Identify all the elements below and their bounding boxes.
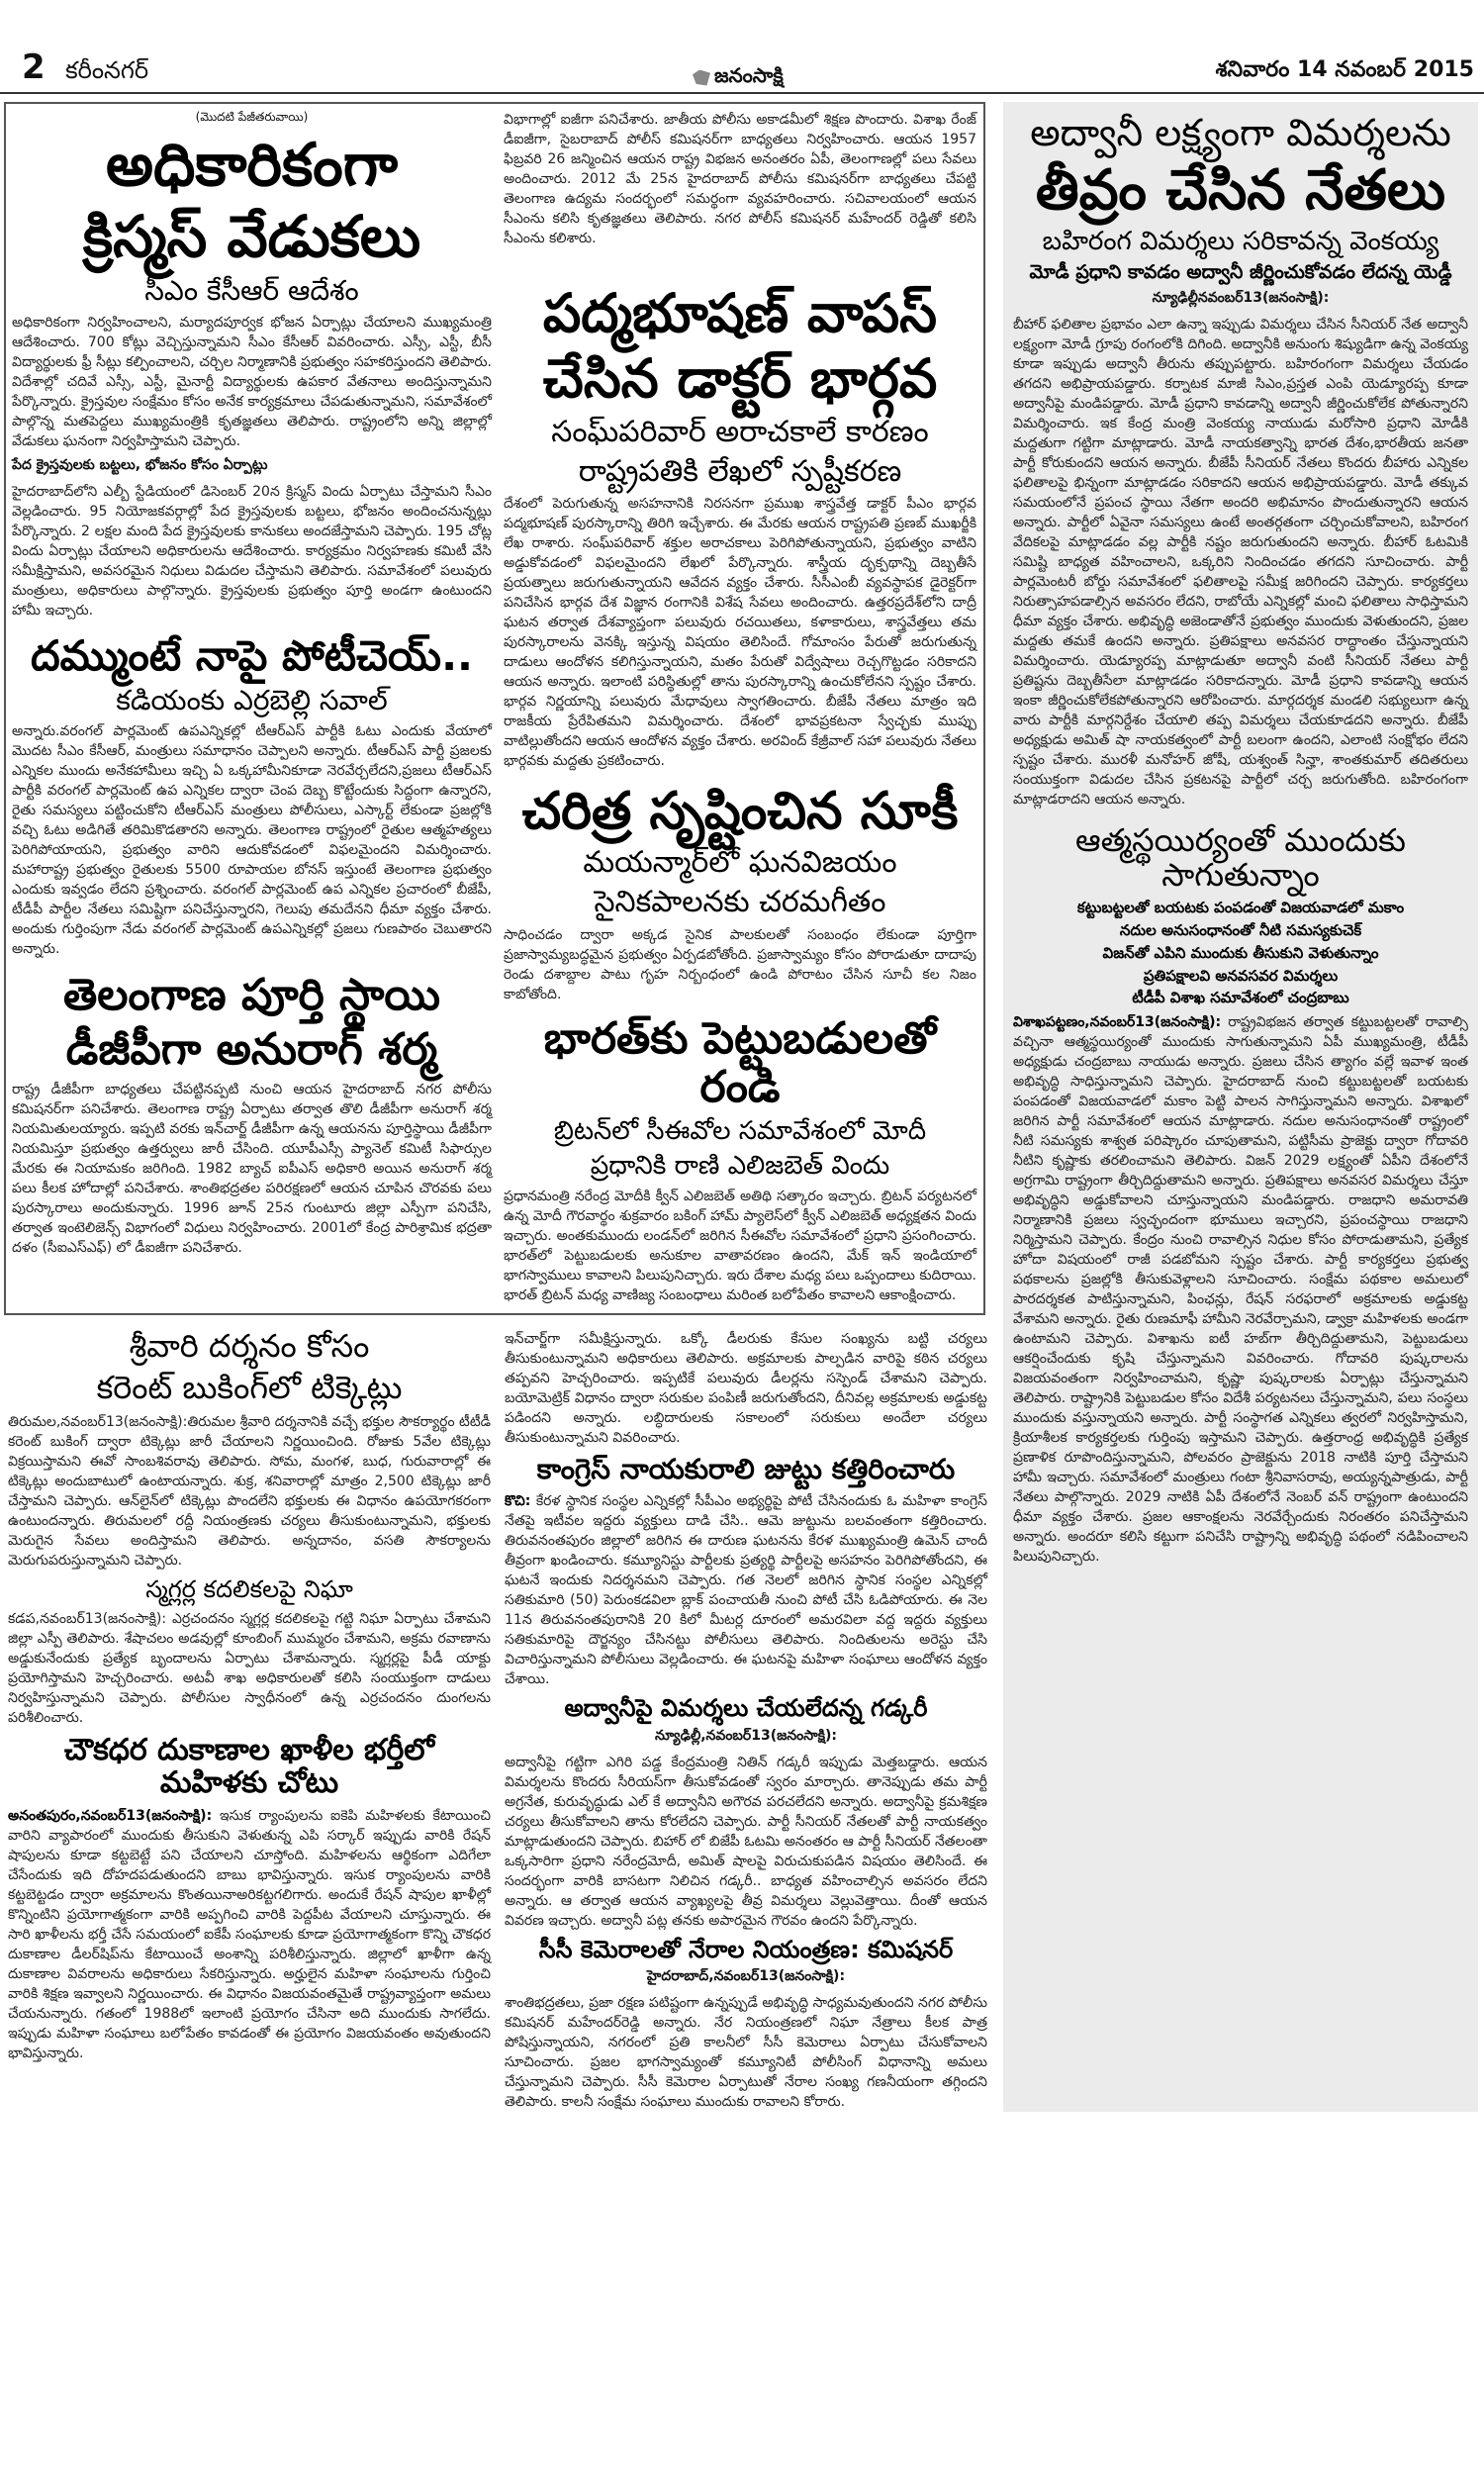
headline-suu-kyi: చరిత్ర సృష్టించిన సూకీ xyxy=(521,782,959,842)
page-number: 2 xyxy=(22,48,46,87)
issue-date: శనివారం 14 నవంబర్ 2015 xyxy=(1215,57,1474,82)
article-body-errabelli: అన్నారు.వరంగల్ పార్లమెంట్ ఉపఎన్నికల్లో టీఆర్ఎస్ పార్టీకి ఓటు ఎందుకు వేయాలో మొదట సీఎం కేసీఆర్, మంత్రులు సమాధానం చెప్పాలని అన్నారు. టీఆర్ఎస్ పార్టీ ప్రజలకు ఎన్నికల ముందు అనేకహామీలు ఇచ్చి ఏ ఒక్కహామీనికూడా నెరవేర్చలేదని,ప్రజలు టీఆర్ఎస్ పార్టీకి వరంగల్ పార్లమెంట్ ఉప ఎన్నికల ద్వారా చెంప దెబ్బ కొట్టేందుకు సిద్ధంగా ఉన్నారని, రైతు సమస్యలు పట్టించుకోని టీఆర్ఎస్ మంత్రులు పోలీసులు, ఎస్కార్ట్ లేకుండా ప్రజల్లోకి వచ్చి ఓటు అడిగితే తరిమికొడతారని అన్నారు. తెలంగాణ రాష్ట్రంలో రైతుల ఆత్మహత్యలు పెరిగిపోయాయని, ప్రభుత్వం వారిని ఆదుకోవడంలో విఫలమైందని విమర్శించారు. మహారాష్ట్ర ప్రభుత్వం రైతులకు 5500 రూపాయల బోనస్ ఇస్తుంటే తెలంగాణ ప్రభుత్వం ఎందుకు ఇవ్వడం లేదని ప్రశ్నించారు. వరంగల్ పార్లమెంట్ ఉప ఎన్నికల ప్రచారంలో బీజేపీ, టీడీపీ పార్టీల నేతలు సమిష్టిగా పనిచేస్తున్నారని, గెలుపు తమదేనని ధీమా వ్యక్తం చేశారు. అందుకు గుర్తింపుగా నేడు వరంగల్ పార్లమెంట్ ఉపఎన్నికల్లో ప్రజలు గుణపాఠం చెబుతారని అన్నారు. xyxy=(12,722,492,957)
dateline-chandrababu: విశాఖపట్టణం,నవంబర్13(జనంసాక్షి): xyxy=(1013,1014,1222,1031)
continuation-note: (మొదటి పేజీతరువాయి) xyxy=(195,110,309,124)
dateline-gadkari: న్యూఢిల్లీ,నవంబర్13(జనంసాక్షి): xyxy=(655,1727,837,1744)
subhead-chandrababu-2: నదుల అనుసంధానంతో నీటి సమస్యకుచెక్ xyxy=(1119,921,1362,940)
subhead-bhargava-1: సంఘ్‌పరివార్ అరాచకాలే కారణం xyxy=(551,414,929,449)
article-body-smugglers: కడప,నవంబర్13(జనంసాక్షి): ఎర్రచందనం స్మగ్లర్ల కదలికలపై గట్టి నిఘా ఏర్పాటు చేశామని జిల్లా ఎస్పీ తెలిపారు. శేషాచలం అడవుల్లో కూంబింగ్ ముమ్మరం చేశామని, అక్రమ రవాణాను అడ్డుకునేందుకు ప్రత్యేక బృందాలను ఏర్పాటు చేశామన్నారు. స్మగ్లర్లపై పీడీ యాక్టు ప్రయోగిస్తామని హెచ్చరించారు. అటవీ శాఖ అధికారులతో కలిసి సంయుక్తంగా దాడులు నిర్వహిస్తున్నామని చెప్పారు. పోలీసుల స్వాధీనంలో ఉన్న ఎర్రచందనం దుంగలను పరిశీలించారు. xyxy=(8,1610,491,1726)
box-left-column xyxy=(12,110,492,1305)
subhead-chandrababu-4: ప్రతిపక్షాలవి అనవసవర విమర్శలు xyxy=(1143,966,1339,985)
headline-advani-1: అద్వానీ లక్ష్యంగా విమర్శలను xyxy=(1030,111,1451,154)
subhead-suu-kyi-1: మయన్మార్‌లో ఘనవిజయం xyxy=(583,845,897,881)
right-column-panel xyxy=(1003,102,1478,2112)
headline-ration: చౌకధర దుకాణాల ఖాళీల భర్తీలో మహిళకు చోటు xyxy=(63,1732,435,1801)
article-body-suu-kyi: సాధించడం ద్వారా అక్కడ సైనిక పాలకులతో సంబంధం లేకుండా పూర్తిగా ప్రజాస్వామ్యబద్ధమైన ప్రభుత్వం ఏర్పడబోతోంది. ప్రజాస్వామ్యం కోసం పోరాడుతూ దాదాపు రెండు దశాబ్దాల పాటు గృహ నిర్బంధంలో ఉండి పోరాటం చేసిన సూచీ కల నిజం కాబోతోంది. xyxy=(504,926,976,1002)
headline-advani-2: తీవ్రం చేసిన నేతలు xyxy=(1035,157,1446,223)
headline-chandrababu: ఆత్మస్థయిర్యంతో ముందుకు సాగుతున్నాం xyxy=(1075,820,1406,895)
headline-christmas-1: అధికారికంగా xyxy=(106,131,398,200)
subhead-bhargava-2: రాష్ట్రపతికి లేఖలో స్పష్టీకరణ xyxy=(578,453,902,489)
bottom-middle-column xyxy=(505,1329,987,2112)
subhead-christmas: సీఎం కేసీఆర్ ఆదేశం xyxy=(144,274,359,308)
telangana-map-icon xyxy=(693,70,710,86)
article-body-ration xyxy=(8,1806,491,2063)
article-text-congress-leader: కేరళ స్థానిక సంస్థల ఎన్నికల్లో సీపీఎం అభ్యర్థిపై పోటీ చేసినందుకు ఓ మహిళా కాంగ్రెస్ నేతపై ఇటీవల ఇద్దరు వ్యక్తులు దాడి చేసి.. ఆమె జుట్టును బలవంతంగా కత్తిరించారు. తిరువనంతపురం జిల్లాలో జరిగిన ఈ దారుణ ఘటనను కేరళ ముఖ్యమంత్రి ఉమెన్ చాందీ తీవ్రంగా ఖండించారు. కమ్యూనిస్టు పార్టీలకు ప్రత్యర్థి పార్టీలపై అసహనం పెరిగిపోతోందని, ఈ ఘటనే ఇందుకు నిదర్శనమని చెప్పారు. గత నెలలో జరిగిన స్థానిక సంస్థల ఎన్నికల్లో సతికుమారి (50) పెరుంకడవిలా బ్లాక్ పంచాయతీ నుంచి పోటీ చేసి ఓడిపోయారు. ఈ నెల 11న తిరువనంతపురానికి 20 కిలో మీటర్ల దూరంలో అమరవిలా వద్ద ఇద్దరు వ్యక్తులు సతికుమారిపై దౌర్జన్యం చేసినట్టు పోలీసులు తెలిపారు. నిందితులను అరెస్టు చేసి విచారిస్తున్నామని పోలీసులు వెల్లడించారు. ఈ ఘటనపై మహిళా సంఘాలు ఆందోళన వ్యక్తం చేశాయి. xyxy=(505,1492,987,1687)
article-body-congress-leader xyxy=(505,1491,987,1689)
headline-bhargava-1: పద్మభూషణ్ వాపస్ xyxy=(542,282,938,344)
page-header xyxy=(0,0,1484,94)
article-body-christmas-2: హైదరాబాద్‌లోని ఎల్బీ స్టేడియంలో డిసెంబర్ 20న క్రిస్మస్ విందు ఏర్పాటు చేస్తామని సీఎం వెల్లడించారు. 95 నియోజకవర్గాల్లో పేద క్రైస్తవులకు బట్టలు, భోజనం అందించనున్నట్లు పేర్కొన్నారు. 2 లక్షల మంది పేద క్రైస్తవులకు కానుకలు అందజేస్తామని చెప్పారు. 195 చోట్ల విందు ఏర్పాట్లు చేయాలని అధికారులను ఆదేశించారు. కార్యక్రమం నిర్వహణకు కమిటీ వేసి సమీక్షిస్తామని, అవసరమైన నిధులు విడుదల చేస్తామని తెలిపారు. సమావేశంలో పలువురు మంత్రులు, అధికారులు పాల్గొన్నారు. క్రైస్తవులకు ప్రభుత్వం పూర్తి అండగా ఉంటుందని హామీ ఇచ్చారు. xyxy=(12,483,492,618)
subhead-chandrababu-3: విజన్‌తో ఎపిని ముందుకు తీసుకుని వెళుతున్నాం xyxy=(1102,943,1379,962)
dateline-advani: న్యూఢిల్లీనవంబర్13(జనంసాక్షి): xyxy=(1152,289,1330,306)
headline-bhargava-2: చేసిన డాక్టర్ భార్గవ xyxy=(542,347,938,411)
article-text-ration: ఇసుక ర్యాంపులను ఐకెపి మహిళలకు కేటాయించి వారిని వ్యాపారంలో ముందుకు తీసుకుని వెళుతున్న ఎపి సర్కార్ ఇప్పుడు వారికి రేషన్ షాపులను కూడా కట్టబెట్టే పని చేయాలని చూస్తోంది. మహిళలను ఆర్థికంగా ఎదిగేలా చేసేందుకు ఇది దోహదపడుతుందని బాబు భావిస్తున్నారు. ఇసుక ర్యాంపులను వారికి కట్టబెట్టడం ద్వారా అక్రమాలను కొంతయినాఅరికట్టగలిగారు. అందుకే రేషన్ షాపుల ఖాళీల్లో కొన్నింటిని ప్రయోగాత్మకంగా వారికి అప్పగించి వారికి పెద్దపీట వేయాలని చూస్తున్నారు. ఈ సారి ఖాళీలను భర్తీ చేసే సమయంలో ఐకేపీ సంఘాలకు కూడా ప్రయోగాత్మకంగా కొన్ని చౌకధర దుకాణాల డీలర్‌షిప్‌ను కేటాయించే అంశాన్ని పరిశీలిస్తున్నారు. జిల్లాలో ఖాళీగా ఉన్న దుకాణాల వివరాలను అధికారులు సేకరిస్తున్నారు. అర్హులైన మహిళా సంఘాలను గుర్తించి వారికి శిక్షణ ఇవ్వాలని నిర్ణయించారు. ఈ విధానం విజయవంతమైతే రాష్ట్రవ్యాప్తంగా అమలు చేయనున్నారు. గతంలో 1988లో ఇలాంటి ప్రయోగం చేసినా అది ముందుకు సాగలేదు. ఇప్పుడు మహిళా సంఘాలు బలోపేతం కావడంతో ఈ ప్రయోగం విజయవంతం అవుతుందని భావిస్తున్నారు. xyxy=(8,1808,491,2062)
subhead-errabelli: కడియంకు ఎర్రబెల్లి సవాల్ xyxy=(116,683,388,716)
top-news-box xyxy=(4,102,985,1315)
bottom-section xyxy=(4,1329,985,2112)
subhead-modi-uk-1: బ్రిటన్‌లో సీఈవోల సమావేశంలో మోదీ xyxy=(553,1116,927,1147)
edition-name: కరీంనగర్ xyxy=(65,56,149,84)
headline-dgp-2: డీజీపీగా అనురాగ్ శర్మ xyxy=(65,1024,438,1076)
article-body-intro: ఇన్‌చార్జ్‌గా సమీక్షిస్తున్నారు. ఒక్కో డీలరుకు కేసుల సంఖ్యను బట్టి చర్యలు తీసుకుంటున్నామని అధికారులు తెలిపారు. అక్రమాలకు పాల్పడిన వారిపై కఠిన చర్యలు తప్పవని హెచ్చరించారు. ఇప్పటికే పలువురు డీలర్లను సస్పెండ్ చేశామని చెప్పారు. బయోమెట్రిక్ విధానం ద్వారా సరుకుల పంపిణీ జరుగుతోందని, దీనివల్ల అక్రమాలకు అడ్డుకట్ట పడిందని అన్నారు. లబ్ధిదారులకు సకాలంలో సరుకులు అందేలా చర్యలు తీసుకుంటున్నామని వివరించారు. xyxy=(505,1331,987,1447)
subhead-advani-1: బహిరంగ విమర్శలు సరికావన్న వెంకయ్య xyxy=(1042,227,1439,257)
masthead-logo xyxy=(693,63,784,92)
headline-tirumala-2: కరెంట్ బుకింగ్‌లో టిక్కెట్లు xyxy=(96,1369,403,1407)
article-body-gadkari: అద్వానీపై గట్టిగా ఎగిరి పడ్డ కేంద్రమంత్రి నితిన్ గడ్కరీ ఇప్పుడు మెత్తబడ్డారు. ఆయన విమర్శలను కొందరు సీరియస్‌గా తీసుకోవడంతో స్వరం మార్చారు. తానెప్పుడు తమ పార్టీ అగ్రనేత, కురువృద్ధుడు ఎల్ కే అద్వానీని అగౌరవ పరచలేదని అన్నారు. అద్వానీపై క్రమశిక్షణ చర్యలు తీసుకోవాలని తాను కోరలేదని చెప్పారు. పార్టీ సీనియర్ నేతలతో పార్టీ నాయకత్వం మాట్లాడుతుందని చెప్పారు. బిహార్ లో బిజేపీ ఓటమి అనంతరం ఆ పార్టీ సీనియర్ నేతలంతా ఒక్కసారిగా ప్రధాని నరేంద్రమోదీ, అమిత్ షాలపై విరుచుకుపడిన విషయం తెలిసిందే. ఈ సందర్భంగా వారికి బాసటగా నిలిచిన గడ్కరీ.. బాధ్యత వహించాల్సిన అవసరం లేదని అన్నారు. ఆ తర్వాత ఆయన వ్యాఖ్యలపై తీవ్ర విమర్శలు వెల్లువెత్తాయి. దీంతో ఆయన వివరణ ఇచ్చారు. అద్వానీ పట్ల తనకు అపారమైన గౌరవం ఉందని పేర్కొన్నారు. xyxy=(505,1754,987,1929)
article-body-christmas-1: అధికారికంగా నిర్వహించాలని, మర్యాదపూర్వక భోజన ఏర్పాట్లు చేయాలని ముఖ్యమంత్రి ఆదేశించారు. 700 కోట్లు వెచ్చిస్తున్నామని సీఎం కేసీఆర్ వివరించారు. ఎస్సీ, ఎస్టీ, బీసీ విద్యార్థులకు ఫ్రీ సీట్లు కల్పించాలని, చర్చిల నిర్మాణానికి ప్రభుత్వం సహకరిస్తుందని తెలిపారు. విదేశాల్లో చదివే ఎస్సీ, ఎస్టీ, మైనార్టీ విద్యార్థులకు ఉపకార వేతనాలు అందిస్తున్నామని పేర్కొన్నారు. క్రైస్తవుల సంక్షేమం కోసం అనేక కార్యక్రమాలు చేపడుతున్నామని, సమావేశంలో పాల్గొన్న మతపెద్దలు ముఖ్యమంత్రికి కృతజ్ఞతలు తెలిపారు. రాష్ట్రంలోని అన్ని జిల్లాల్లో వేడుకలు ఘనంగా నిర్వహిస్తామని చెప్పారు. xyxy=(12,314,492,449)
dateline-congress-leader: కొచి: xyxy=(505,1492,531,1509)
subhead-advani-2: మోడీ ప్రధాని కావడం అద్వానీ జీర్ణించుకోవడం లేదన్న యెడ్డీ xyxy=(1029,261,1452,284)
section-head-christmas: పేద క్రైస్తవులకు బట్టలు, భోజనం కోసం ఏర్పాట్లు xyxy=(12,456,268,473)
article-body-modi-uk: ప్రధానమంత్రి నరేంద్ర మోదీకి క్వీన్ ఎలిజబెత్ అతిథి సత్కారం ఇచ్చారు. బ్రిటన్ పర్యటనలో ఉన్న మోదీ గౌరవార్థం శుక్రవారం బకింగ్ హామ్ ప్యాలెస్‌లో క్వీన్ ఎలిజబెత్ అధ్యక్షతన విందు ఇచ్చారు. అంతకుముందు లండన్‌లో జరిగిన సీఈవోల సమావేశంలో ప్రధాని ప్రసంగించారు. భారత్‌లో పెట్టుబడులకు అనుకూల వాతావరణం ఉందని, మేక్ ఇన్ ఇండియాలో భాగస్వాములు కావాలని పిలుపునిచ్చారు. ఇరు దేశాల మధ్య పలు ఒప్పందాలు కుదిరాయి. భారత్ బ్రిటన్ మధ్య వాణిజ్య సంబంధాలు మరింత బలోపేతం కావాలని ఆకాంక్షించారు. xyxy=(504,1189,976,1304)
dateline-cctv: హైదరాబాద్,నవంబర్13(జనంసాక్షి): xyxy=(646,1968,846,1985)
subhead-chandrababu-1: కట్టుబట్టలతో బయటకు పంపడంతో విజయవాడలో మకాం xyxy=(1076,899,1405,917)
headline-congress-leader: కాంగ్రెస్ నాయకురాలి జుట్టు కత్తిరించారు xyxy=(536,1453,956,1486)
subhead-chandrababu-5: టీడీపీ విశాఖ సమావేశంలో చంద్రబాబు xyxy=(1132,989,1349,1007)
page-folio xyxy=(22,48,148,90)
page-body xyxy=(0,94,1484,2120)
article-body-dgp: రాష్ట్ర డీజీపీగా బాధ్యతలు చేపట్టినప్పటి నుంచి ఆయన హైదరాబాద్ నగర పోలీసు కమిషనర్‌గా పనిచేశారు. తెలంగాణ రాష్ట్ర ఏర్పాటు తర్వాత తొలి డీజీపీగా అనురాగ్ శర్మ నియమితులయ్యారు. ఇప్పటి వరకు ఇన్‌చార్జ్ డీజీపీగా ఉన్న ఆయనను పూర్తిస్థాయి డీజీపీగా నియమిస్తూ ప్రభుత్వం ఉత్తర్వులు జారీ చేసింది. యూపీఎస్సీ ప్యానెల్ కమిటీ సిఫార్సుల మేరకు ఈ నియామకం జరిగింది. 1982 బ్యాచ్ ఐపీఎస్ అధికారి అయిన అనురాగ్ శర్మ పలు కీలక హోదాల్లో పనిచేశారు. శాంతిభద్రతల పరిరక్షణలో ఆయన చూపిన చొరవకు పలు పురస్కారాలు అందుకున్నారు. 1996 జూన్ 25న గుంటూరు జిల్లా ఎస్పీగా పనిచేసి, తర్వాత ఇంటెలిజెన్స్ విభాగంలో విధులు నిర్వహించారు. 2001లో కేంద్ర పారిశ్రామిక భద్రతా దళం (సీఐఎస్ఎఫ్) లో డీఐజీగా పనిచేశారు. xyxy=(12,1082,492,1257)
headline-tirumala-1: శ్రీవారి దర్శనం కోసం xyxy=(129,1327,370,1366)
subhead-modi-uk-2: ప్రధానికి రాణి ఎలిజబెత్ విందు xyxy=(590,1151,890,1182)
headline-dgp-1: తెలంగాణ పూర్తి స్థాయి xyxy=(63,969,440,1020)
headline-errabelli: దమ్ముంటే నాపై పోటీచెయ్.. xyxy=(31,630,473,680)
headline-modi-uk: భారత్‌కు పెట్టుబడులతో రండి xyxy=(543,1012,937,1112)
masthead-title: జనంసాక్షి xyxy=(714,63,784,87)
headline-gadkari: అద్వానీపై విమర్శలు చేయలేదన్న గడ్కరీ xyxy=(564,1693,928,1722)
headline-cctv: సీసీ కెమెరాలతో నేరాల నియంత్రణ: కమిషనర్ xyxy=(538,1935,954,1963)
bottom-left-column xyxy=(8,1329,491,2112)
article-body-cctv: శాంతిభద్రతలు, ప్రజా రక్షణ పటిష్టంగా ఉన్నప్పుడే అభివృద్ధి సాధ్యమవుతుందని నగర పోలీసు కమిషనర్ మహేందర్‌రెడ్డి అన్నారు. నేర నియంత్రణలో నిఘా నేత్రాలు కీలక పాత్ర పోషిస్తున్నాయని, నగరంలో ప్రతి కాలనీలో సీసీ కెమెరాలు ఏర్పాటు చేసుకోవాలని సూచించారు. ప్రజల భాగస్వామ్యంతో కమ్యూనిటీ పోలీసింగ్ విధానాన్ని అమలు చేస్తున్నామని చెప్పారు. సీసీ కెమెరాల ఏర్పాటుతో నేరాల సంఖ్య గణనీయంగా తగ్గిందని తెలిపారు. కాలనీ సంక్షేమ సంఘాలు ముందుకు రావాలని కోరారు. xyxy=(505,1995,987,2111)
article-text-chandrababu: రాష్ట్రవిభజన తర్వాత కట్టుబట్టలతో రావాల్సి వచ్చినా ఆత్మస్థయిర్యంతో ముందుకు సాగుతున్నామని ఏపీ ముఖ్యమంత్రి, టీడీపీ అధ్యక్షుడు చంద్రబాబు నాయుడు అన్నారు. ప్రజలు చేసిన త్యాగం వల్లే ఇవాళ ఇంత అభివృద్ధి సాధిస్తున్నామని చెప్పారు. హైదరాబాద్ నుంచి కట్టుబట్టలతో బయటకు పంపడంతో విజయవాడలో మకాం పెట్టి పాలన సాగిస్తున్నామని అన్నారు. విశాఖలో జరిగిన పార్టీ సమావేశంలో ఆయన మాట్లాడారు. నదుల అనుసంధానంతో రాష్ట్రంలో నీటి సమస్యకు శాశ్వత పరిష్కారం చూపుతామని, పట్టిసీమ ప్రాజెక్టు ద్వారా గోదావరి నీటిని కృష్ణాకు తరలించామని తెలిపారు. విజన్ 2029 లక్ష్యంతో ఏపీని దేశంలోనే అగ్రగామి రాష్ట్రంగా తీర్చిదిద్దుతామని అన్నారు. ప్రతిపక్షాలు అనవసర విమర్శలు చేస్తూ అభివృద్ధిని అడ్డుకోవాలని చూస్తున్నాయని మండిపడ్డారు. రాజధాని అమరావతి నిర్మాణానికి ప్రజలు స్వచ్ఛందంగా భూములు ఇచ్చారని, ప్రపంచస్థాయి రాజధాని నిర్మిస్తామని చెప్పారు. కేంద్రం నుంచి రావాల్సిన నిధుల కోసం పోరాడుతామని, ప్రత్యేక హోదా విషయంలో రాజీ పడబోమని స్పష్టం చేశారు. పార్టీ కార్యకర్తలు ప్రభుత్వ పథకాలను ప్రజల్లోకి తీసుకువెళ్లాలని సూచించారు. సంక్షేమ పథకాల అమలులో పారదర్శకత పాటిస్తున్నామని, పింఛన్లు, రేషన్ సరఫరాలో అక్రమాలకు అడ్డుకట్ట వేశామని అన్నారు. రైతు రుణమాఫీ హామీని నెరవేర్చామని, డ్వాక్రా మహిళలకు అండగా ఉంటామని చెప్పారు. విశాఖను ఐటీ హబ్‌గా తీర్చిదిద్దుతామని, పెట్టుబడులు ఆకర్షించేందుకు కృషి చేస్తున్నామని వివరించారు. గోదావరి పుష్కరాలను విజయవంతంగా నిర్వహించామని, కృష్ణా పుష్కరాలకు ఏర్పాట్లు చేస్తున్నామని తెలిపారు. రాష్ట్రానికి పెట్టుబడుల కోసం విదేశీ పర్యటనలు చేస్తున్నామని, పలు సంస్థలు ముందుకు వస్తున్నాయని అన్నారు. పార్టీ సంస్థాగత ఎన్నికలు త్వరలో నిర్వహిస్తామని, క్రియాశీలక కార్యకర్తలకు గుర్తింపు ఇస్తామని చెప్పారు. ఉత్తరాంధ్ర అభివృద్ధికి ప్రత్యేక ప్రణాళిక రూపొందిస్తున్నామని, పోలవరం ప్రాజెక్టును 2018 నాటికి పూర్తి చేస్తామని హామీ ఇచ్చారు. సమావేశంలో మంత్రులు గంటా శ్రీనివాసరావు, అయ్యన్నపాత్రుడు, పార్టీ నేతలు పాల్గొన్నారు. 2029 నాటికి ఏపీ దేశంలోనే నెంబర్ వన్ రాష్ట్రంగా ఉంటుందని ధీమా వ్యక్తం చేశారు. ప్రజల ఆకాంక్షలను నెరవేర్చేందుకు నిరంతరం పనిచేస్తామని అన్నారు. అందరూ కలిసి కట్టుగా పనిచేసి రాష్ట్రాన్ని అభివృద్ధి పథంలో నడిపించాలని పిలుపునిచ్చారు. xyxy=(1013,1014,1468,1566)
subhead-suu-kyi-2: సైనికపాలనకు చరమగీతం xyxy=(594,884,886,919)
article-body-bhargava: దేశంలో పెరుగుతున్న అసహనానికి నిరసనగా ప్రముఖ శాస్త్రవేత్త డాక్టర్ పీఎం భార్గవ పద్మభూషణ్ పురస్కారాన్ని తిరిగి ఇచ్చేశారు. ఈ మేరకు ఆయన రాష్ట్రపతి ప్రణబ్ ముఖర్జీకి లేఖ రాశారు. సంఘ్‌పరివార్ శక్తుల అరాచకాలు పెరిగిపోతున్నాయని, ప్రభుత్వం వాటిని అడ్డుకోవడంలో విఫలమైందని లేఖలో పేర్కొన్నారు. శాస్త్రీయ దృక్పథాన్ని దెబ్బతీసే ప్రయత్నాలు జరుగుతున్నాయని ఆవేదన వ్యక్తం చేశారు. సీసీఎంబీ వ్యవస్థాపక డైరెక్టర్‌గా పనిచేసిన భార్గవ దేశ విజ్ఞాన రంగానికి విశేష సేవలు అందించారు. ఉత్తరప్రదేశ్‌లోని దాద్రీ ఘటన తర్వాత దేశవ్యాప్తంగా పలువురు రచయితలు, కళాకారులు, శాస్త్రవేత్తలు తమ పురస్కారాలను వెనక్కి ఇస్తున్న విషయం తెలిసిందే. గోమాంసం పేరుతో జరుగుతున్న దాడులు ఆందోళన కలిగిస్తున్నాయని, మతం పేరుతో విద్వేషాలు రెచ్చగొట్టడం సరికాదని ఆయన అన్నారు. ఇలాంటి పరిస్థితుల్లో తాను పురస్కారాన్ని ఉంచుకోలేనని స్పష్టం చేశారు. భార్గవ నిర్ణయాన్ని పలువురు మేధావులు స్వాగతించారు. బీజేపీ నేతలు మాత్రం ఇది రాజకీయ ప్రేరేపితమని విమర్శించారు. దేశంలో భావప్రకటనా స్వేచ్ఛకు ముప్పు వాటిల్లుతోందని ఆయన ఆందోళన వ్యక్తం చేశారు. అరవింద్ కేజ్రీవాల్ సహా పలువురు నేతలు భార్గవకు మద్దతు ప్రకటించారు. xyxy=(504,496,976,770)
dateline-ration: అనంతపురం,నవంబర్13(జనంసాక్షి): xyxy=(8,1808,213,1825)
headline-christmas-2: క్రిస్మస్ వేడుకలు xyxy=(82,203,421,271)
article-body-tirumala: తిరుమల,నవంబర్13(జనంసాక్షి):తిరుమల శ్రీవారి దర్శనానికి వచ్చే భక్తుల సౌకర్యార్థం టీటీడీ కరెంట్ బుకింగ్ ద్వారా టిక్కెట్లు జారీ చేయాలని నిర్ణయించింది. రోజుకు 5వేల టిక్కెట్లు విక్రయిస్తామని ఈవో సాంబశివరావు తెలిపారు. సోమ, మంగళ, బుధ, గురువారాల్లో ఈ టిక్కెట్లు అందుబాటులో ఉంటాయన్నారు. శుక్ర, శనివారాల్లో మాత్రం 2,500 టిక్కెట్లు జారీ చేస్తామని చెప్పారు. ఆన్‌లైన్‌లో టిక్కెట్లు పొందలేని భక్తులకు ఈ విధానం ఉపయోగకరంగా ఉంటుందన్నారు. తిరుమలలో రద్దీ నియంత్రణకు చర్యలు తీసుకుంటున్నామని, భక్తులకు మెరుగైన సేవలు అందిస్తామని తెలిపారు. అన్నదానం, వసతి సౌకర్యాలను మెరుగుపరుస్తున్నామని చెప్పారు. xyxy=(8,1413,491,1569)
article-body-advani: బీహార్ ఫలితాల ప్రభావం ఎలా ఉన్నా ఇప్పుడు విమర్శలు చేసిన సీనియర్ నేత అద్వానీ లక్ష్యంగా మోడీ గ్రూపు రంగంలోకి దిగింది. అద్వానీకి అనుంగు శిష్యుడిగా ఉన్న వెంకయ్య కూడా ఇప్పుడు అద్వానీ తీరును తప్పుపట్టారు. బహిరంగంగా విమర్శలు చేయడం తగదని అభిప్రాయపడ్డారు. కర్నాటక మాజీ సిఎం,ప్రస్తత ఎంపి యెడ్యూరప్ప కూడా అద్వానీపై మండిపడ్డారు. మోడీ ప్రధాని కావడాన్ని అద్వానీ జీర్ణించుకోలేక పోతున్నారని విమర్శించారు. ఇక కేంద్ర మంత్రి వెంకయ్య నాయుడు మరోసారి ప్రధాని మోడీకి మద్దతుగా గట్టిగా మాట్లాడారు. మోడీ నాయకత్వాన్ని భారత దేశం,భారతీయ జనతా పార్టీ కోరుకుందని ఆయన అన్నారు. బీజేపీ సీనియర్ నేతలు కొందరు బీహారు ఎన్నికల ఫలితాలపై భిన్నంగా మాట్లాడడం సరికాదని ఆయన అభిప్రాయపడ్డారు. మోడీ తక్కువ సమయంలోనే ప్రపంచ స్థాయి నేతగా అందరి అభిమానం పొందుతున్నారని ఆయన అన్నారు. పార్టీలో ఏవైనా సమస్యలు ఉంటే అంతర్గతంగా చర్చించుకోవాలని, బహిరంగ వేదికలపై మాట్లాడడం వల్ల పార్టీకి నష్టం జరుగుతుందని అన్నారు. బీహార్ ఓటమికి సమిష్టి బాధ్యత వహించాలని, ఒక్కరిని నిందించడం తగదని సూచించారు. పార్టీ పార్లమెంటరీ బోర్డు సమావేశంలో ఫలితాలపై సమీక్ష జరిగిందని చెప్పారు. కార్యకర్తలు నిరుత్సాహపడాల్సిన అవసరం లేదని, రాబోయే ఎన్నికల్లో మంచి ఫలితాలు సాధిస్తామని ధీమా వ్యక్తం చేశారు. అభివృద్ధి అజెండాతోనే ప్రభుత్వం ముందుకు వెళుతుందని, ప్రజల మద్దతు తమకే ఉందని అన్నారు. ప్రతిపక్షాలు అనవసర రాద్ధాంతం చేస్తున్నాయని విమర్శించారు. యెడ్యూరప్ప మాట్లాడుతూ అద్వానీ వంటి సీనియర్ నేతలు పార్టీ ప్రతిష్టను దెబ్బతీసేలా మాట్లాడడం సరికాదన్నారు. మోడీ ప్రధాని కావడాన్ని ఆయన ఇంకా జీర్ణించుకోలేకపోతున్నారని ఆరోపించారు. మార్గదర్శక మండలి సభ్యులుగా ఉన్న వారు పార్టీకి మార్గనిర్దేశం చేయాలి తప్ప విమర్శలు చేయకూడదని అన్నారు. బీజేపీ అధ్యక్షుడు అమిత్ షా నాయకత్వంలో పార్టీ బలంగా ఉందని, ఎలాంటి సంక్షోభం లేదని స్పష్టం చేశారు. మురళీ మనోహర్ జోషీ, యశ్వంత్ సిన్హా, శాంతకుమార్ తదితరులు సంయుక్తంగా విడుదల చేసిన ప్రకటనపై పార్టీలో చర్చ జరుగుతోంది. బహిరంగంగా మాట్లాడరాదని ఆయన అన్నారు. xyxy=(1013,316,1468,808)
headline-smugglers: స్మగ్లర్ల కదలికలపై నిఘా xyxy=(145,1574,353,1603)
box-middle-column xyxy=(504,110,976,1305)
article-body-continuation: విభాగాల్లో ఐజీగా పనిచేశారు. జాతీయ పోలీసు అకాడమీలో శిక్షణ పొందారు. విశాఖ రేంజ్ డీఐజీగా, సైబరాబాద్ పోలీస్ కమిషనర్‌గా బాధ్యతలు నిర్వహించారు. ఆయన 1957 ఫిబ్రవరి 26 జన్మించిన ఆయన రాష్ట్ర విభజన అనంతరం ఏపీ, తెలంగాణల్లో పలు సేవలు అందించారు. 2012 మే 25న హైదరాబాద్ పోలీసు కమిషనర్‌గా బాధ్యతలు చేపట్టి తెలంగాణ ఉద్యమ సందర్భంలో సమర్థంగా వ్యవహరించారు. సచివాలయంలో ఆయన సీఎంను కలిసి కృతజ్ఞతలు తెలిపారు. నగర పోలీస్ కమిషనర్ మహేందర్ రెడ్డితో కలిసి సీఎంను కలిశారు. xyxy=(504,112,976,246)
article-body-chandrababu xyxy=(1013,1012,1468,1567)
left-area xyxy=(4,102,985,2112)
